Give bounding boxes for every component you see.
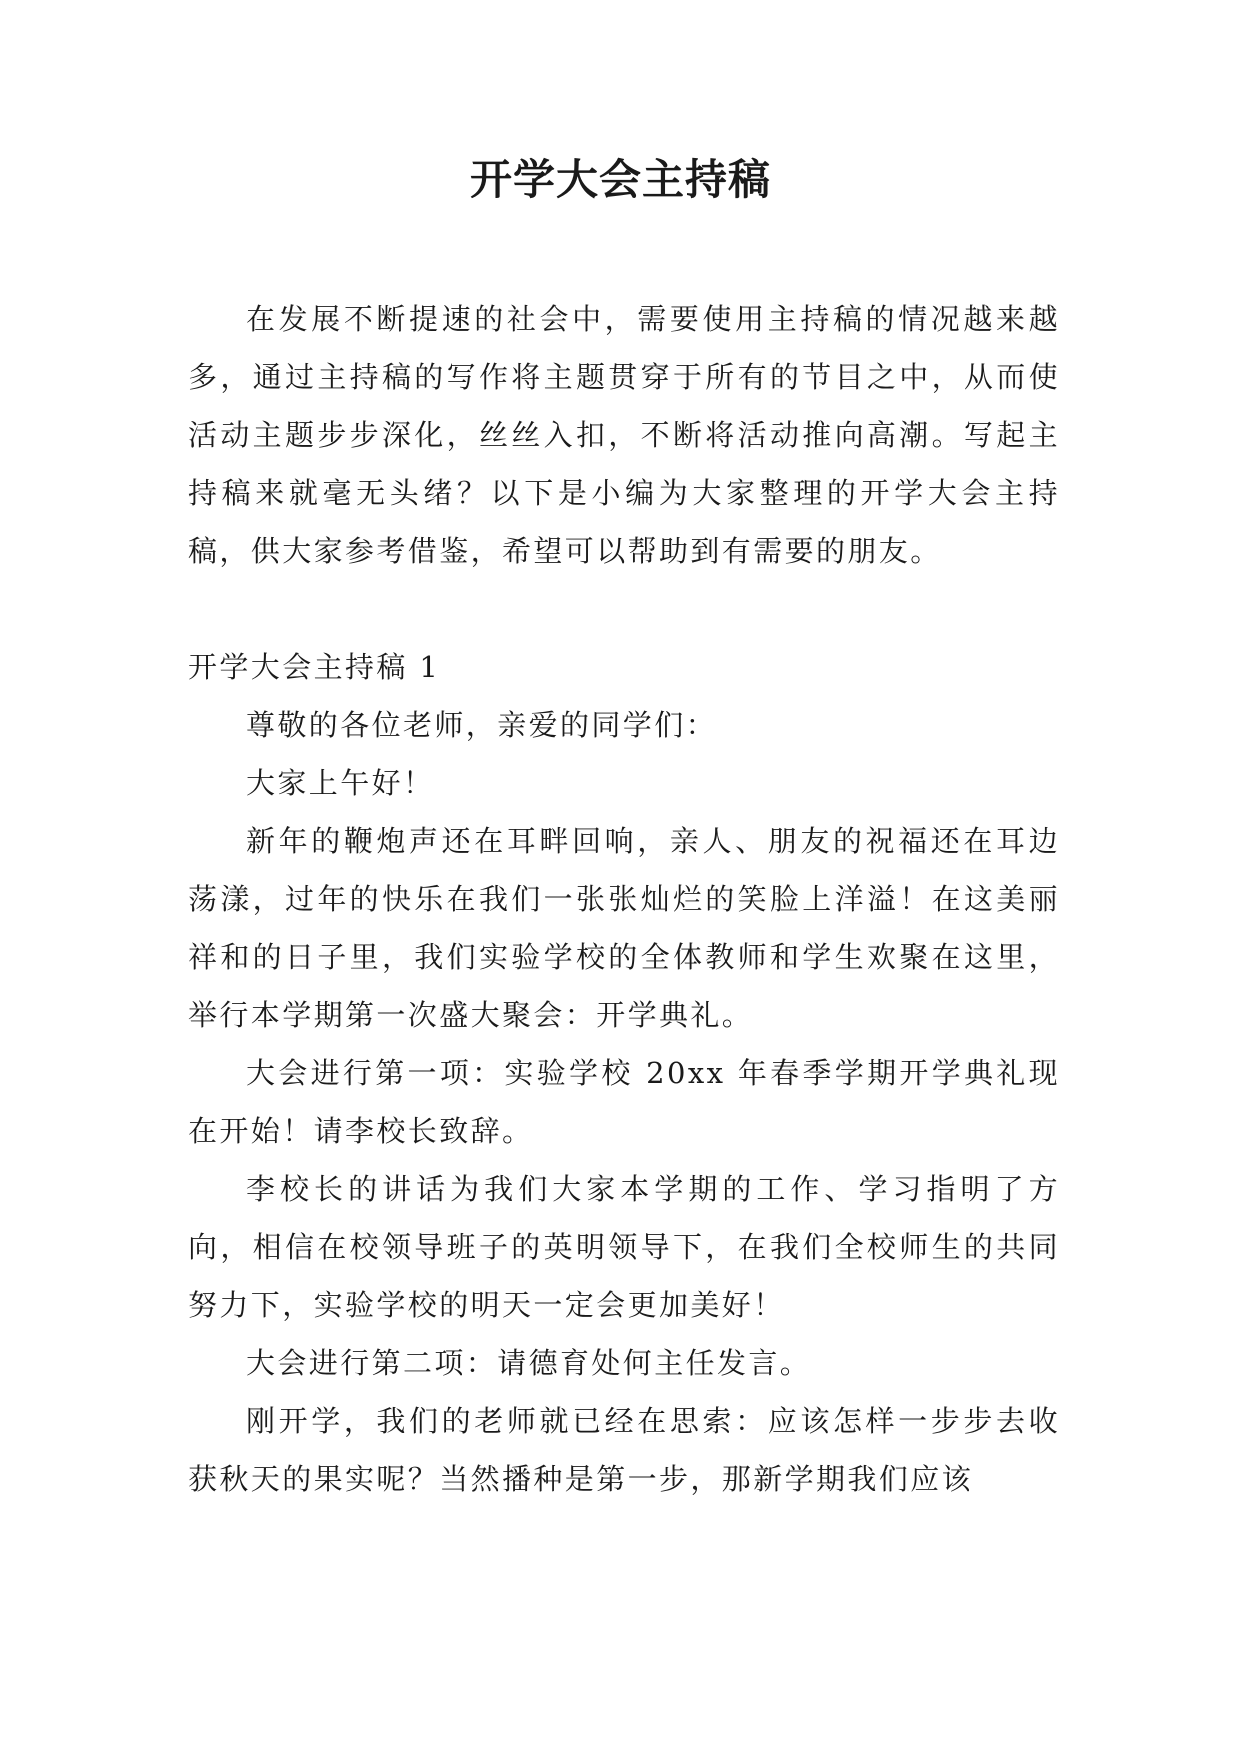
section-spacer (188, 580, 1060, 638)
intro-paragraph: 在发展不断提速的社会中，需要使用主持稿的情况越来越多，通过主持稿的写作将主题贯穿于所有的节目之中，从而使活动主题步步深化，丝丝入扣，不断将活动推向高潮。写起主持稿来就毫无头绪？以下是小编为大家整理的开学大会主持稿，供大家参考借鉴，希望可以帮助到有需要的朋友。 (188, 302, 1060, 568)
document-title: 开学大会主持稿 (469, 155, 771, 204)
body-paragraph: 大家上午好！ (246, 766, 435, 800)
document-body (188, 290, 1060, 1508)
body-paragraph: 大会进行第二项：请德育处何主任发言。 (246, 1346, 812, 1380)
body-paragraph: 刚开学，我们的老师就已经在思索：应该怎样一步步去收获秋天的果实呢？当然播种是第一步，那新学期我们应该 (188, 1404, 1060, 1496)
body-paragraph: 新年的鞭炮声还在耳畔回响，亲人、朋友的祝福还在耳边荡漾，过年的快乐在我们一张张灿烂的笑脸上洋溢！在这美丽祥和的日子里，我们实验学校的全体教师和学生欢聚在这里，举行本学期第一次盛大聚会：开学典礼。 (188, 824, 1060, 1032)
body-paragraph: 李校长的讲话为我们大家本学期的工作、学习指明了方向，相信在校领导班子的英明领导下，在我们全校师生的共同努力下，实验学校的明天一定会更加美好！ (188, 1172, 1060, 1322)
body-paragraph: 大会进行第一项：实验学校 20xx 年春季学期开学典礼现在开始！请李校长致辞。 (188, 1056, 1060, 1148)
body-paragraph: 尊敬的各位老师，亲爱的同学们： (246, 708, 718, 742)
section-heading: 开学大会主持稿 1 (188, 650, 441, 684)
